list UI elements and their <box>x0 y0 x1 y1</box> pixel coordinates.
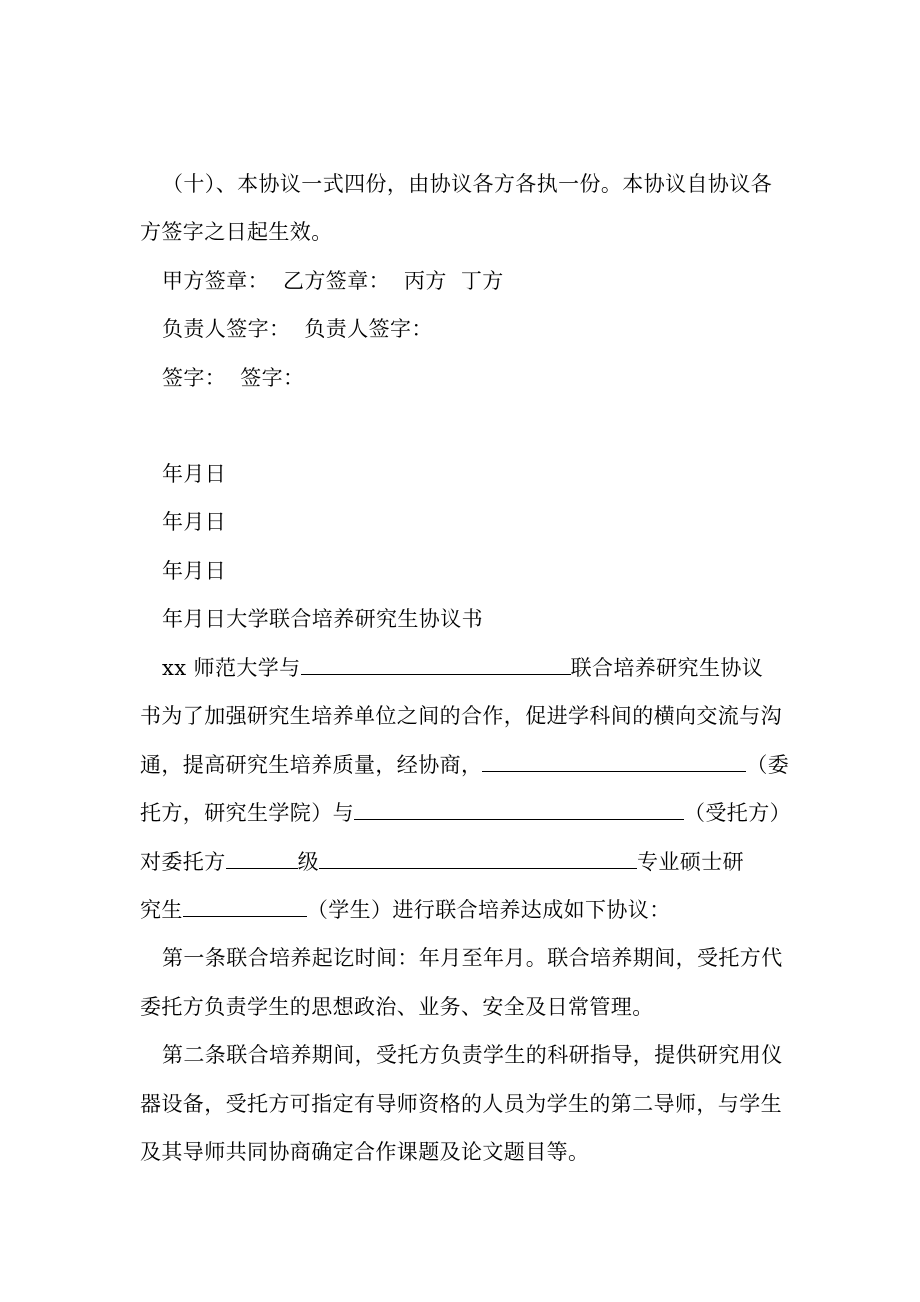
article-2-line-2: 器设备，受托方可指定有导师资格的人员为学生的第二导师，与学生 <box>140 1092 782 1116</box>
blank-student-name[interactable] <box>183 896 307 917</box>
article-1-line-2: 委托方负责学生的思想政治、业务、安全及日常管理。 <box>140 995 654 1019</box>
party-c-label: 丙方 <box>404 269 447 293</box>
blank-grade[interactable] <box>226 848 298 869</box>
intro-l3-b: （委 <box>746 753 790 777</box>
blank-entrusted-party[interactable] <box>354 799 684 820</box>
party-d-label: 丁方 <box>460 269 504 293</box>
head-signature-row <box>162 315 433 343</box>
intro-l5-a: 对委托方 <box>140 850 226 874</box>
head-sign-label-1: 负责人签字： <box>162 317 291 341</box>
sign-label-1: 签字： <box>162 366 227 390</box>
paragraph-10-line-2: 方签字之日起生效。 <box>140 220 333 244</box>
date-line-3: 年月日 <box>162 559 227 583</box>
intro-line-3 <box>140 751 789 779</box>
intro-l4-a: 托方，研究生学院）与 <box>140 801 354 825</box>
article-2-line-3: 及其导师共同协商确定合作课题及论文题目等。 <box>140 1140 590 1164</box>
intro-l5-c: 专业硕士研 <box>637 850 745 874</box>
article-1-line-1: 第一条联合培养起讫时间：年月至年月。联合培养期间，受托方代 <box>162 946 783 970</box>
intro-line-1 <box>162 654 763 682</box>
party-b-seal-label: 乙方签章： <box>283 269 390 293</box>
blank-major[interactable] <box>319 848 637 869</box>
party-a-seal-label: 甲方签章： <box>162 269 269 293</box>
intro-l1-a: xx 师范大学与 <box>162 656 301 680</box>
document-title: 年月日大学联合培养研究生协议书 <box>162 607 483 631</box>
intro-l6-a: 究生 <box>140 898 183 922</box>
article-2-line-1: 第二条联合培养期间，受托方负责学生的科研指导，提供研究用仪 <box>162 1043 783 1067</box>
date-line-2: 年月日 <box>162 510 227 534</box>
intro-line-4 <box>140 799 791 827</box>
intro-l4-b: （受托方） <box>684 801 791 825</box>
intro-line-5 <box>140 848 744 876</box>
head-sign-label-2: 负责人签字： <box>304 317 433 341</box>
blank-entrusting-party[interactable] <box>482 751 746 772</box>
intro-l3-a: 通，提高研究生培养质量，经协商， <box>140 753 483 777</box>
signature-row <box>162 364 304 392</box>
intro-line-2: 书为了加强研究生培养单位之间的合作，促进学科间的横向交流与沟 <box>140 704 782 728</box>
paragraph-10-line-1: （十）、本协议一式四份，由协议各方各执一份。本协议自协议各 <box>162 172 773 196</box>
intro-l5-b: 级 <box>297 850 320 874</box>
intro-line-6 <box>140 896 671 924</box>
date-line-1: 年月日 <box>162 462 227 486</box>
blank-partner-institution[interactable] <box>301 654 571 675</box>
sign-label-2: 签字： <box>240 366 305 390</box>
intro-l1-b: 联合培养研究生协议 <box>570 656 764 680</box>
intro-l6-b: （学生）进行联合培养达成如下协议： <box>306 898 671 922</box>
signature-seal-row <box>162 267 504 295</box>
